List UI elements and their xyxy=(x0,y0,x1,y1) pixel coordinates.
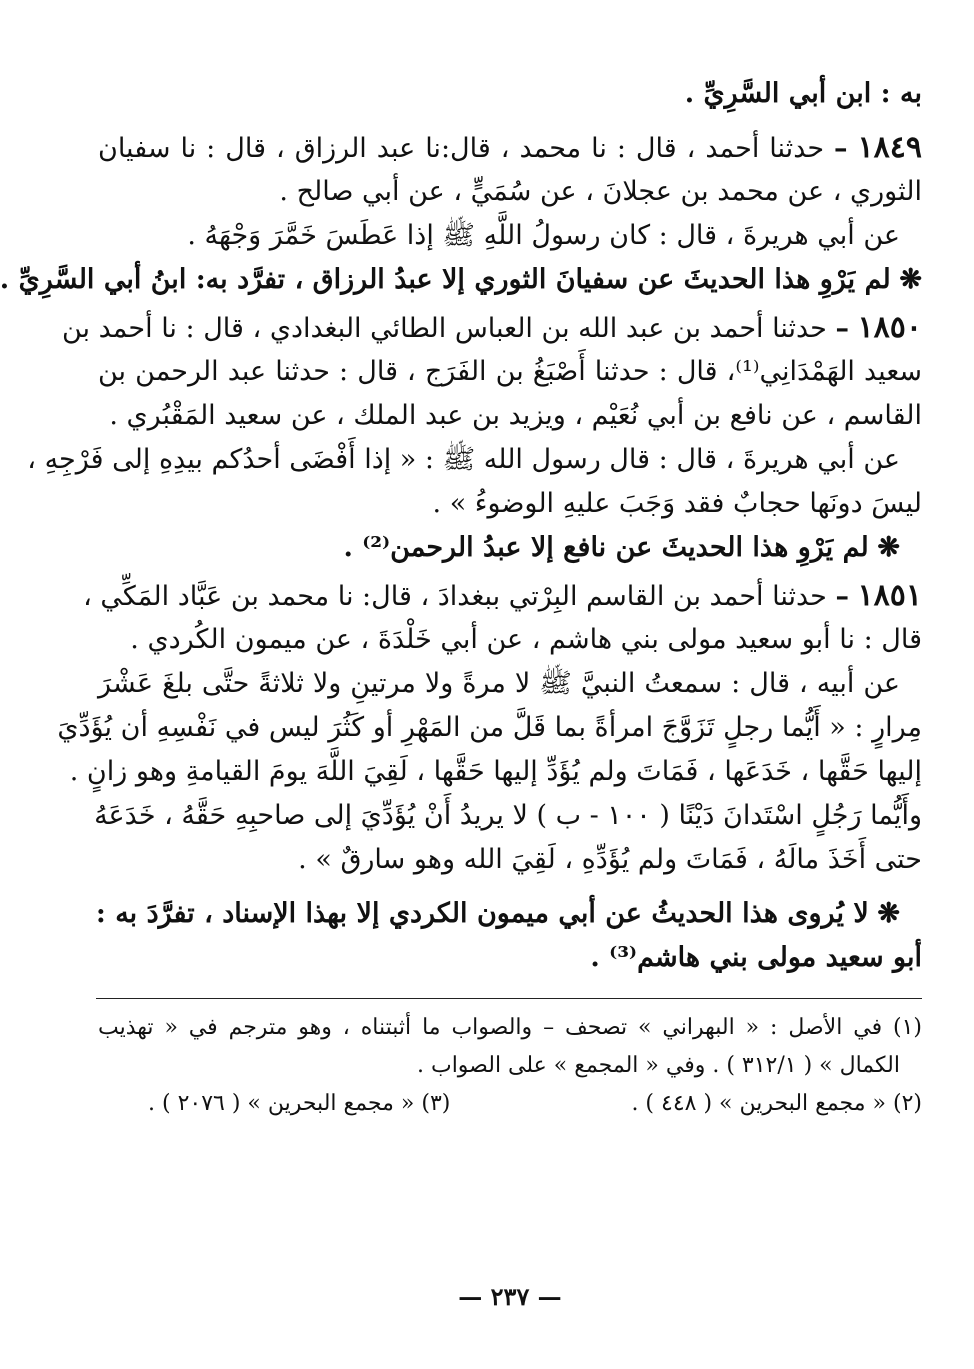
text-line: الثوري ، عن محمد بن عجلانَ ، عن سُمَيٍّ ، عن أبي صالح . xyxy=(279,176,922,207)
text-line: حدثنا أحمد بن عبد الله بن العباس الطائي البغدادي ، قال : نا أحمد بن xyxy=(61,313,827,344)
star-ornament: ❋ xyxy=(899,264,922,295)
text-line: إليها حَقَّها ، خَدَعَها ، فَمَاتَ ولم يُؤَدِّ إليها حَقَّها ، لَقِيَ اللَّهَ يومَ القيامةِ وهو زانٍ . xyxy=(69,756,922,787)
hadith-1849-heading: ١٨٤٩ – حدثنا أحمد ، قال : نا محمد ، قال:نا عبد الرزاق ، قال : نا سفيان xyxy=(98,130,922,165)
text-line: قال : نا أبو سعيد مولى بني هاشم ، عن أبي خَلْدَةَ ، عن ميمون الكُردي . xyxy=(130,624,922,655)
footnote-2: (٢) « مجمع البحرين » ( ٤٤٨ ) . xyxy=(631,1091,922,1116)
hadith-1851-heading: ١٨٥١ – حدثنا أحمد بن القاسم البِرْتي ببغدادَ ، قال: نا محمد بن عَبَّاد المَكِّي ، xyxy=(83,578,922,613)
text-line: حدثنا أحمد ، قال : نا محمد ، قال:نا عبد الرزاق ، قال : نا سفيان xyxy=(98,133,825,164)
hadith-1850-note: ❋ لم يَرْوِ هذا الحديثَ عن نافع إلا عبدُ الرحمن⁽²⁾ . xyxy=(343,532,900,563)
footnote-3: (٣) « مجمع البحرين » ( ٢٠٧٦ ) . xyxy=(148,1091,451,1116)
hadith-number: ١٨٥١ xyxy=(857,578,922,613)
text-line: حدثنا أحمد بن القاسم البِرْتي ببغدادَ ، قال: نا محمد بن عَبَّاد المَكِّي ، xyxy=(83,581,827,612)
text-line: سعيد الهَمْدَانِي⁽¹⁾، قال : حدثنا أَصْبَغُ بن الفَرَج ، قال : حدثنا عبد الرحمن بن xyxy=(98,356,922,387)
hadith-1851-note: ❋ لا يُروى هذا الحديثُ عن أبي ميمون الكردي إلا بهذا الإسناد ، تفرَّدَ به : xyxy=(95,898,900,929)
footnote-1-line-2: الكمال » ( ٣١٢/١ ) . وفي « المجمع » على الصواب . xyxy=(417,1053,900,1078)
text-line: عن أبيه ، قال : سمعتُ النبيَّ ﷺ لا مرةً ولا مرتينِ ولا ثلاثةً حتَّى بلغَ عَشْرَ xyxy=(98,668,900,699)
text-line: ليسَ دونَها حجابٌ فقد وَجَبَ عليهِ الوضوءُ » . xyxy=(432,488,922,519)
footnote-separator xyxy=(96,998,922,999)
star-ornament: ❋ xyxy=(877,898,900,929)
hadith-number: ١٨٤٩ xyxy=(857,130,922,165)
text-line: عن أبي هريرةَ ، قال : كان رسولُ اللَّهِ ﷺ إذا عَطَسَ خَمَّرَ وَجْهَهُ . xyxy=(187,220,900,251)
text-line: القاسم ، عن نافع بن أبي نُعَيْم ، ويزيد بن عبد الملك ، عن سعيد المَقْبُري . xyxy=(109,400,922,431)
text-line: أبو سعيد مولى بني هاشم⁽³⁾ . xyxy=(590,942,922,973)
hadith-1849-note: ❋ لم يَرْوِ هذا الحديثَ عن سفيانَ الثوري إلا عبدُ الرزاق ، تفرَّد به: ابنُ أبي السَّرِيِّ . xyxy=(0,264,922,295)
text-line: عن أبي هريرةَ ، قال : قال رسول الله ﷺ : « إذا أَفْضَى أحدُكم بيدِهِ إلى فَرْجِهِ ، xyxy=(27,444,900,475)
star-ornament: ❋ xyxy=(877,532,900,563)
page-number: — ٢٣٧ — xyxy=(458,1282,562,1311)
text-line: حتى أَخَذَ مالَهُ ، فَمَاتَ ولم يُؤَدِّهِ ، لَقِيَ الله وهو سارقٌ » . xyxy=(298,844,922,875)
text-line: به : ابن أبي السَّرِيِّ . xyxy=(684,78,922,109)
text-line: مِرارٍ : « أَيُّما رجلٍ تَزَوَّجَ امرأةً بما قَلَّ من المَهْرِ أو كَثُرَ ليس في نَفْسِهِ أن يُؤَدِّيَ xyxy=(57,712,922,743)
text-line: وأَيُّما رَجُلٍ اسْتَدانَ دَيْنًا ( ١٠٠ - ب ) لا يريدُ أَنْ يُؤَدِّيَ إلى صاحبِهِ حَقَّهُ ، خَدَعَهُ xyxy=(94,800,922,831)
footnote-1-line-1: (١) في الأصل : « البهراني » تصحف – والصواب ما أثبتناه ، وهو مترجم في « تهذيب xyxy=(98,1015,922,1040)
footnotes-2-3-row xyxy=(98,1085,922,1123)
hadith-1850-heading: ١٨٥٠ – حدثنا أحمد بن عبد الله بن العباس الطائي البغدادي ، قال : نا أحمد بن xyxy=(61,310,922,345)
hadith-number: ١٨٥٠ xyxy=(857,310,922,345)
